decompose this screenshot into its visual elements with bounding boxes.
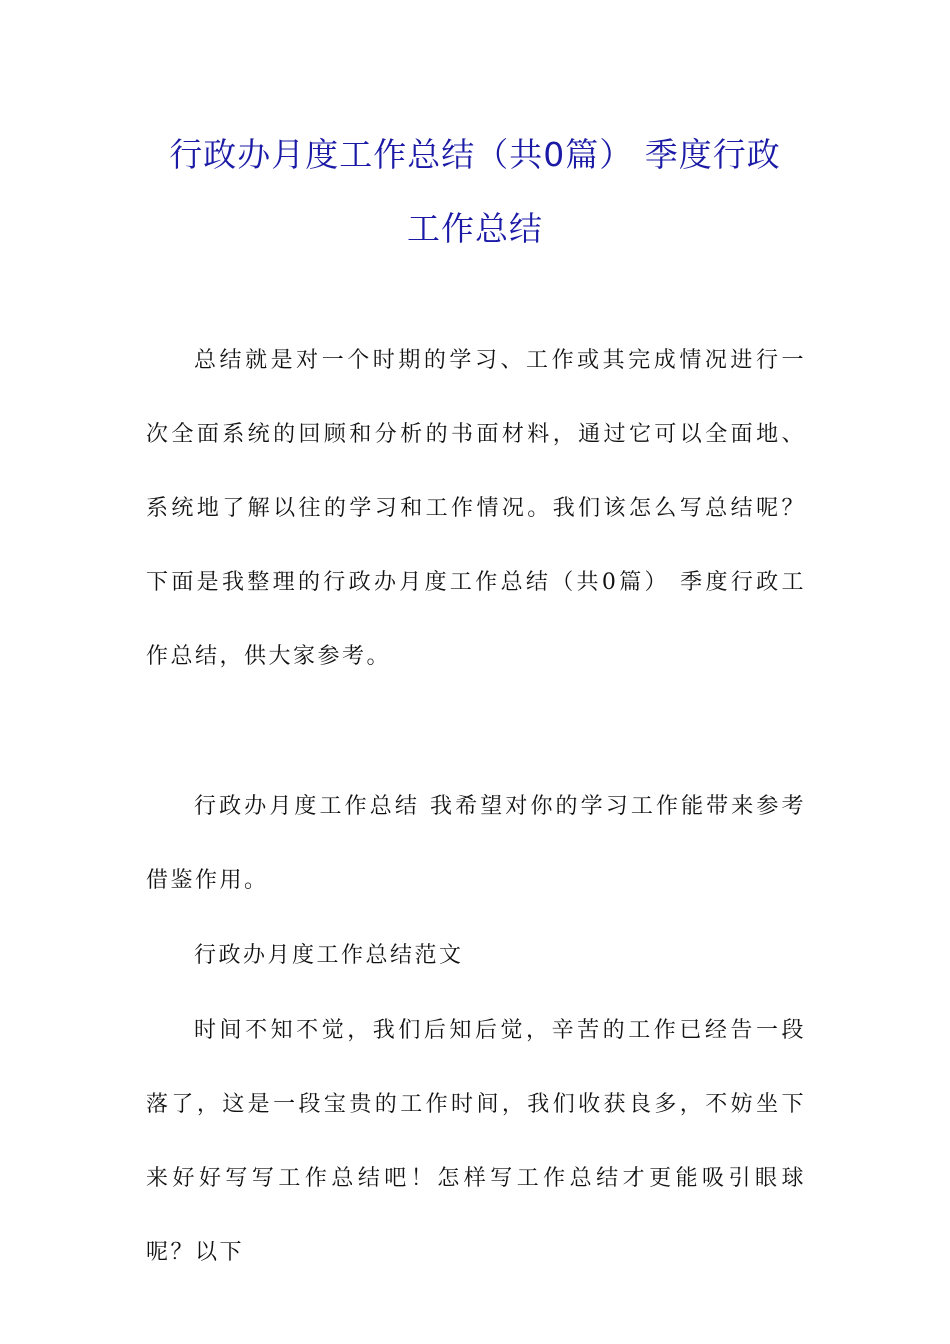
- intro-paragraph: 总结就是对一个时期的学习、工作或其完成情况进行一次全面系统的回顾和分析的书面材料，通过它可以全面地、系统地了解以往的学习和工作情况。我们该怎么写总结呢？下面是我整理的行政办月度工作总结（共0篇） 季度行政工作总结，供大家参考。: [146, 348, 806, 669]
- title-line-1: 行政办月度工作总结（共0篇） 季度行政: [169, 135, 781, 174]
- body-paragraph: 时间不知不觉，我们后知后觉，辛苦的工作已经告一段落了，这是一段宝贵的工作时间，我们收获良多，不妨坐下来好好写写工作总结吧！怎样写工作总结才更能吸引眼球呢？以下: [146, 1018, 806, 1265]
- purpose-paragraph: 行政办月度工作总结 我希望对你的学习工作能带来参考借鉴作用。: [146, 794, 806, 893]
- section-heading: 行政办月度工作总结范文: [194, 943, 464, 968]
- document-title: [120, 118, 830, 266]
- title-line-2: 工作总结: [407, 209, 543, 248]
